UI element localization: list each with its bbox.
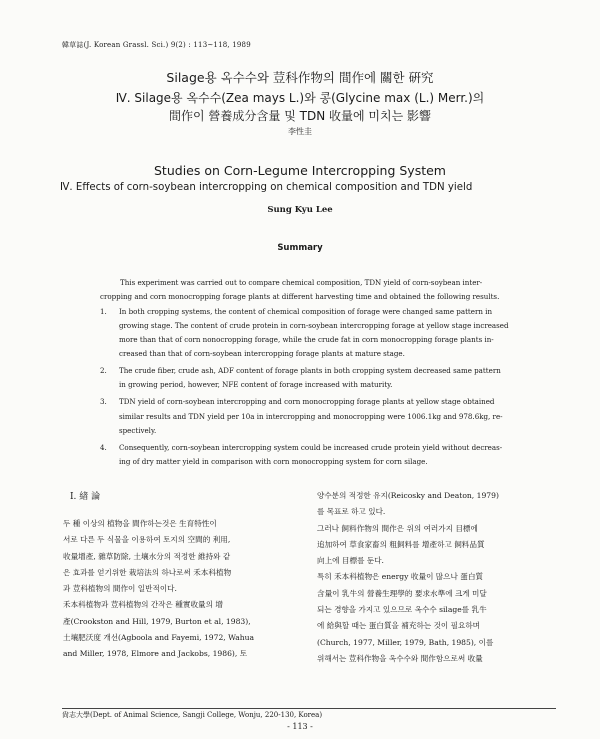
item-line: more than that of corn nonocropping forage, while the crude fat in corn monocropping forage plants in- (119, 334, 494, 344)
item-line: creased than that of corn-soybean intercropping forage plants at mature stage. (119, 348, 405, 358)
item-line: spectively. (119, 426, 157, 436)
body-line: 를 목표로 하고 있다. (317, 507, 386, 517)
section-heading-introduction: Ⅰ. 緖 論 (70, 492, 101, 502)
item-number: 2. (100, 366, 107, 375)
summary-intro-line: This experiment was carried out to compare chemical composition, TDN yield of corn-soybean inter- (120, 278, 483, 287)
body-line: 서로 다른 두 식물을 이용하여 토지의 空間的 利用, (63, 535, 231, 545)
item-line: similar results and TDN yield per 10a in intercropping and monocropping were 1006.1kg and 978.6kg, re- (119, 411, 503, 421)
item-line: In both cropping systems, the content of chemical composition of forage were changed same pattern in (119, 307, 493, 316)
body-line: 含量이 乳牛의 營養生理學的 要求水準에 크게 미달 (317, 588, 487, 598)
left-column (63, 516, 254, 663)
body-line: 禾本科植物과 荳科植物의 간작은 種實收量의 增 (63, 600, 223, 610)
body-line: and Miller, 1978, Elmore and Jackobs, 1986), 토 (63, 649, 248, 659)
body-line: 그러나 飼料作物의 間作은 위의 여러가지 目標에 (317, 523, 478, 533)
english-title-line-2: Ⅳ. Effects of corn-soybean intercropping on chemical composition and TDN yield (60, 182, 473, 193)
body-line: 은 효과를 얻기위한 栽培法의 하나로써 禾本科植物 (63, 567, 232, 577)
english-author: Sung Kyu Lee (267, 205, 333, 215)
item-line: growing stage. The content of crude protein in corn-soybean intercropping forage at yellow stage increased (119, 320, 509, 330)
body-line: 向上에 目標를 둔다. (317, 556, 384, 566)
item-number: 3. (100, 397, 107, 406)
footnote-rule (62, 708, 556, 709)
korean-title-line-2: Ⅳ. Silage용 옥수수(Zea mays L.)와 콩(Glycine max (L.) Merr.)의 (115, 91, 485, 105)
item-number: 4. (100, 443, 107, 452)
item-line: The crude fiber, crude ash, ADF content of forage plants in both cropping system decreased same pattern (119, 366, 501, 375)
korean-title-line-3: 間作이 營養成分含量 및 TDN 收量에 미치는 影響 (169, 109, 431, 123)
body-line: 產(Crookston and Hill, 1979, Burton et al, 1983), (63, 616, 251, 626)
item-line: in growing period, however, NFE content of forage increased with maturity. (119, 379, 393, 389)
body-line: 위해서는 荳科作物을 옥수수와 間作함으로써 收量 (317, 653, 483, 663)
summary-heading: Summary (277, 243, 323, 253)
body-line: (Church, 1977, Miller, 1979, Bath, 1985), 이를 (317, 637, 494, 647)
english-title-line-1: Studies on Corn-Legume Intercropping System (154, 163, 446, 178)
item-line: Consequently, corn-soybean intercropping system could be increased crude protein yield without decreas- (119, 443, 503, 452)
body-line: 되는 경향을 가지고 있으므로 옥수수 silage를 乳牛 (317, 605, 487, 615)
korean-author: 李性圭 (288, 127, 312, 136)
body-line: 과 荳科植物의 間作이 일반적이다. (63, 584, 177, 594)
body-line: 土壤肥沃度 개선(Agboola and Fayemi, 1972, Wahua (63, 633, 255, 643)
korean-title-line-1: Silage용 옥수수와 荳科作物의 間作에 關한 硏究 (166, 70, 434, 85)
journal-header: 韓草誌(J. Korean Grassl. Sci.) 9(2) : 113~118, 1989 (62, 41, 251, 49)
item-number: 1. (100, 307, 107, 316)
page-number: - 113 - (287, 722, 313, 731)
body-line: 양수분의 적정한 유지(Reicosky and Deaton, 1979) (317, 491, 499, 500)
body-line: 收量增產, 雜草防除, 土壤水分의 적정한 維持와 같 (63, 551, 231, 561)
body-line: 두 種 이상의 植物을 間作하는것은 生育特性이 (63, 519, 217, 528)
body-line: 특히 禾本科植物은 energy 收量이 많으나 蛋白質 (317, 572, 484, 582)
item-line: TDN yield of corn-soybean intercropping and corn monocropping forage plants at yellow stage obtained (119, 397, 495, 406)
right-column (317, 488, 499, 667)
summary-intro-line: cropping and corn monocropping forage plants at different harvesting time and obtained the following results. (100, 292, 500, 301)
footnote-affiliation: 尙志大學(Dept. of Animal Science, Sangji College, Wonju, 220-130, Korea) (62, 711, 323, 719)
item-line: ing of dry matter yield in comparison with corn monocropping system for corn silage. (119, 456, 428, 466)
body-line: 追加하여 草食家畜의 粗飼料를 增產하고 飼料品質 (317, 539, 485, 549)
body-line: 에 給與할 때는 蛋白質을 補充하는 것이 필요하며 (317, 621, 480, 631)
